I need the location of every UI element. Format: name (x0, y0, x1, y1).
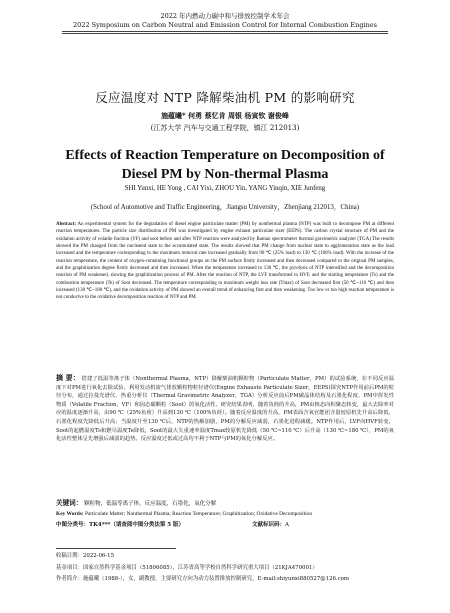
abstract-chinese-text: 搭建了低温等离子体（Nonthermal Plasma，NTP）降解柴油机颗粒物（Particulate Matter，PM）的试验系统，在不同反应温度下对PM进行氧化去除试验。利用发动机废气排放颗粒物粒径谱仪(Engine Exhauste Particulate Sizer，EEPS)探究NTP作用前后PM的粒径分布，通过拉曼光谱仪、热重分析仪（Thermal Gravimetric Analyzer，TGA）分析反应前后PM碳晶体结构及石墨化程度、PM中挥发性物质（Volatile Fraction，VF）和固态碳颗粒（Soot）的氧化活性。研究结果表明，随着负荷的升高，PM由核态向积聚态转变，最大去除率对应的温度逐渐升高，由90 ℃（25%负荷）升高到130 ℃（100%负荷）。随着反应温度的升高，PM表面含氧官能团含量较原机先升高后降低，石墨化程度先降低后升高；当温度升至130 ℃后，NTP的热解加剧，PM的分解反应减弱，石墨化进程减缓。NTP作用后，LVF向HVF转变，Soot的起燃温度Ts和燃尽温度Te降低，Soot的最大失重速率温度Tmax较原机先降低（50 ℃~110 ℃）后升高（130 ℃~180 ℃），PM的氧化活性整体呈先增强后减弱的趋势。反应温度过低或过高均不利于NTP与PM的氧化分解反应。 (56, 376, 395, 443)
running-header-cn: 2022 年内燃动力碳中和与排放控制学术年会 (160, 12, 290, 20)
keywords-english-text: Particulate Matter; Nonthermal Plasma; Reaction Temperature; Graphitization; Oxidative Decomposition (84, 511, 313, 517)
authors-chinese: 施蕴曦* 何勇 蔡忆肯 周银 杨寅钦 谢俊峰 (161, 111, 289, 120)
footnote-fund: 基金项目：国家自然科学基金项目（51806085），江苏省高等学校自然科学研究重大项目（21KJA470001） (56, 565, 318, 571)
keywords-english-label: Key Words: (56, 511, 84, 517)
document-code-label: 文献标识码： (252, 522, 286, 528)
keywords-english (56, 510, 394, 518)
keywords-chinese-label: 关键词： (56, 499, 83, 507)
title-english-line-2: Diesel PM by Non-thermal Plasma (121, 167, 329, 182)
classification-line (56, 521, 394, 529)
document-code-value: A (285, 522, 289, 528)
header-rule-double (62, 33, 388, 34)
footnote-author: 作者简介：施蕴曦（1988-），女，副教授，主要研究方向为动力装置排放控制研究。E-mail:shiyunxi880527@126.com (56, 576, 350, 582)
title-english-line-1: Effects of Reaction Temperature on Decomposition of (65, 148, 385, 163)
document-code (252, 521, 289, 529)
classification-value: TK4***（请查阅中图分类法第 5 版） (89, 522, 185, 528)
footnote-received: 收稿日期：2022-06-15 (56, 553, 115, 559)
abstract-chinese (56, 374, 394, 444)
keywords-chinese (56, 499, 394, 508)
running-header-en: 2022 Symposium on Carbon Neutral and Emission Control for Internal Combustion Engines (73, 21, 377, 29)
classification-label: 中图分类号： (56, 522, 90, 528)
abstract-english-label: Abstract: (56, 222, 77, 227)
title-chinese: 反应温度对 NTP 降解柴油机 PM 的影响研究 (95, 90, 355, 105)
abstract-chinese-label: 摘 要： (56, 373, 80, 382)
keywords-chinese-text: 颗粒物，低温等离子体，反应温度，石墨化，氧化分解 (84, 501, 217, 507)
affiliation-chinese: (江苏大学 汽车与交通工程学院，镇江 212013) (150, 124, 300, 132)
abstract-english (56, 221, 394, 302)
authors-english: SHI Yunxi, HE Yong , CAI Yixi, ZHOU Yin, YANG Yinqin, XIE Junfeng (124, 185, 326, 192)
title-english (0, 146, 450, 184)
abstract-english-text: An experimental system for the degradation of diesel engine particulate matter (PM) by nonthermal plasma (NTP) was built to decompose PM at different reaction temperatures. The particle size distribution of PM was investigated by engine exhaust particulate sizer (EEPS). The carbon crystal structure of PM and the oxidation activity of volatile fraction (VF) and soot before and after NTP reaction were analyzed by Raman spectrometer thermal gravimetric analyzer (TGA) The results showed the PM changed from the nucleated state to the accumulated state. The results showed that PM change from nuclear state to agglomeration state as the load increased and the temperature corresponding to the maximum removal rate increased gradually from 90 ℃ (25% load) to 130 ℃ (100% load). With the increase of the reaction temperature, the content of oxygen-containing functional groups on the PM surface firstly increased and then decreased compared to the original PM samples, and the graphitization degree firstly decreased and then increased. When the temperature increased to 130 ℃, the pyrolysis of NTP intensified and the decomposition reaction of PM weakened, slowing the graphitization process of PM. After the reaction of NTP, the LVF transformed to HVF, and the starting temperature (Ts) and the combustion temperature (Te) of Soot decreased. The temperature corresponding to maximum weight loss rate (Tmax) of Soot decreased first (50 ℃~110 ℃) and then increased (130 ℃~180 ℃), and the oxidation activity of PM showed an overall trend of enhancing first and then weakening. Too low or too high reaction temperature is not conducive to the oxidative decomposition reaction of NTP and PM. (56, 222, 394, 301)
affiliation-english: (School of Automotive and Traffic Engineering，Jiangsu University，Zhenjiang 212013，China) (90, 204, 360, 211)
footnote-rule (56, 548, 176, 549)
